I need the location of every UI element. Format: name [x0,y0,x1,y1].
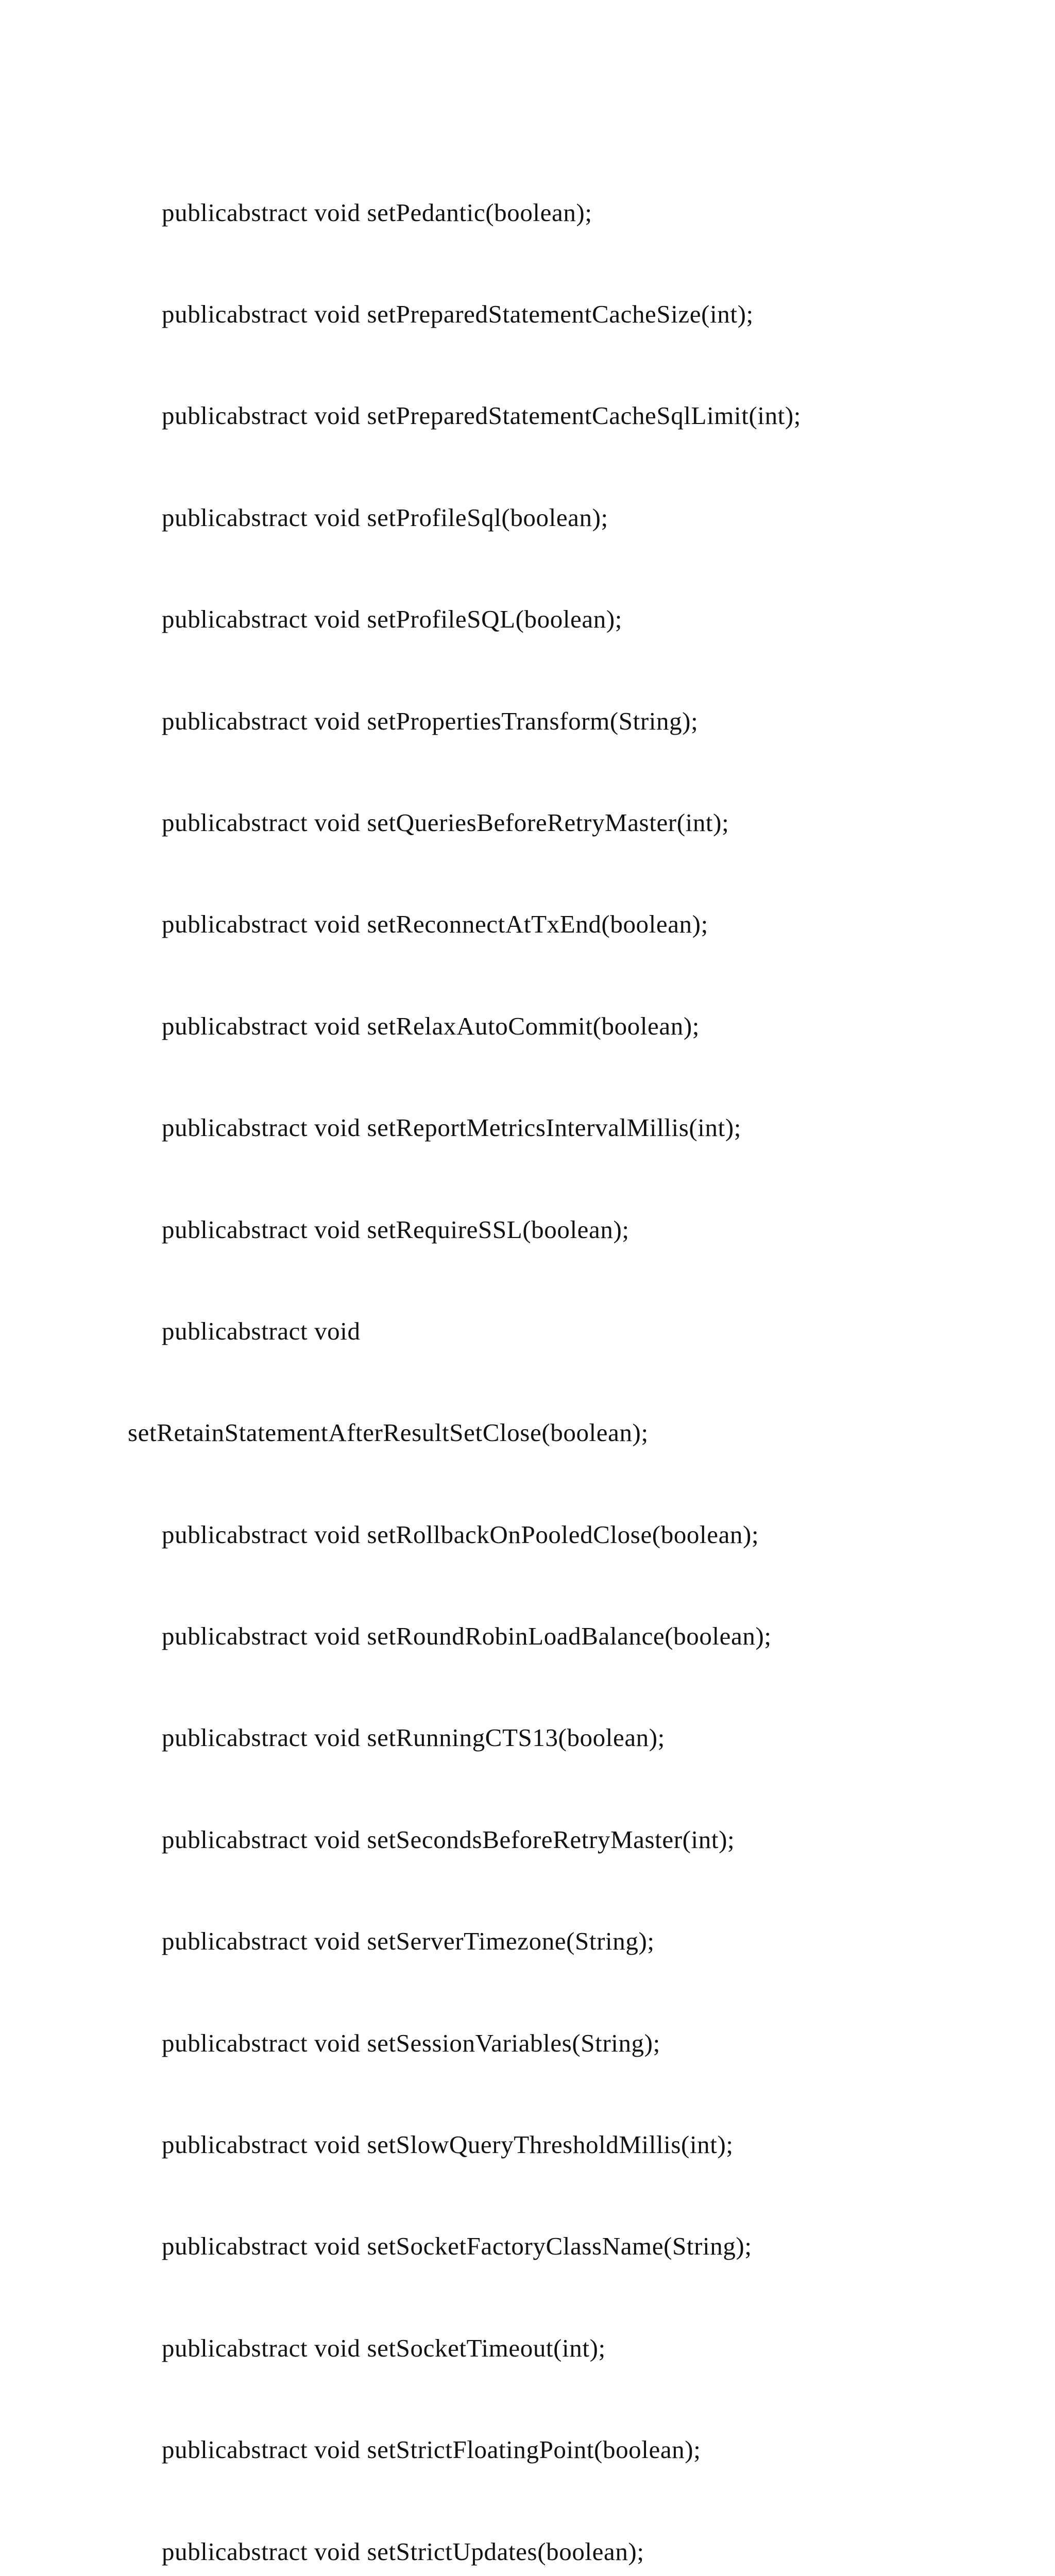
code-line: publicabstract void setPreparedStatementCacheSize(int); [162,299,754,328]
code-line: publicabstract void setProfileSql(boolean); [162,503,608,532]
code-line: publicabstract void setReconnectAtTxEnd(boolean); [162,910,708,939]
code-line: publicabstract void setStrictUpdates(boolean); [162,2537,644,2566]
code-line: publicabstract void setRollbackOnPooledClose(boolean); [162,1520,759,1549]
code-line: publicabstract void setPedantic(boolean); [162,198,592,227]
code-line: publicabstract void setSlowQueryThresholdMillis(int); [162,2130,734,2159]
code-line: publicabstract void setSecondsBeforeRetryMaster(int); [162,1825,735,1854]
code-line: publicabstract void setQueriesBeforeRetryMaster(int); [162,808,729,837]
code-line: publicabstract void setProfileSQL(boolean); [162,605,622,634]
code-line: publicabstract void setSocketTimeout(int); [162,2333,606,2362]
code-line: publicabstract void setReportMetricsIntervalMillis(int); [162,1113,741,1142]
code-line: publicabstract void setRelaxAutoCommit(boolean); [162,1011,700,1040]
code-line: publicabstract void setSocketFactoryClassName(String); [162,2232,752,2261]
code-line: setRetainStatementAfterResultSetClose(boolean); [128,1418,649,1447]
code-line: publicabstract void setRoundRobinLoadBalance(boolean); [162,1622,772,1651]
code-line: publicabstract void setPreparedStatementCacheSqlLimit(int); [162,401,802,430]
code-line: publicabstract void setPropertiesTransform(String); [162,706,699,735]
code-line: publicabstract void setStrictFloatingPoint(boolean); [162,2435,701,2464]
code-line: publicabstract void setSessionVariables(String); [162,2028,660,2057]
code-listing [128,128,983,2576]
code-line: publicabstract void setServerTimezone(String); [162,1927,655,1956]
code-line: publicabstract void setRunningCTS13(boolean); [162,1723,665,1752]
code-line: publicabstract void setRequireSSL(boolean); [162,1215,629,1244]
code-line: publicabstract void [162,1316,361,1345]
